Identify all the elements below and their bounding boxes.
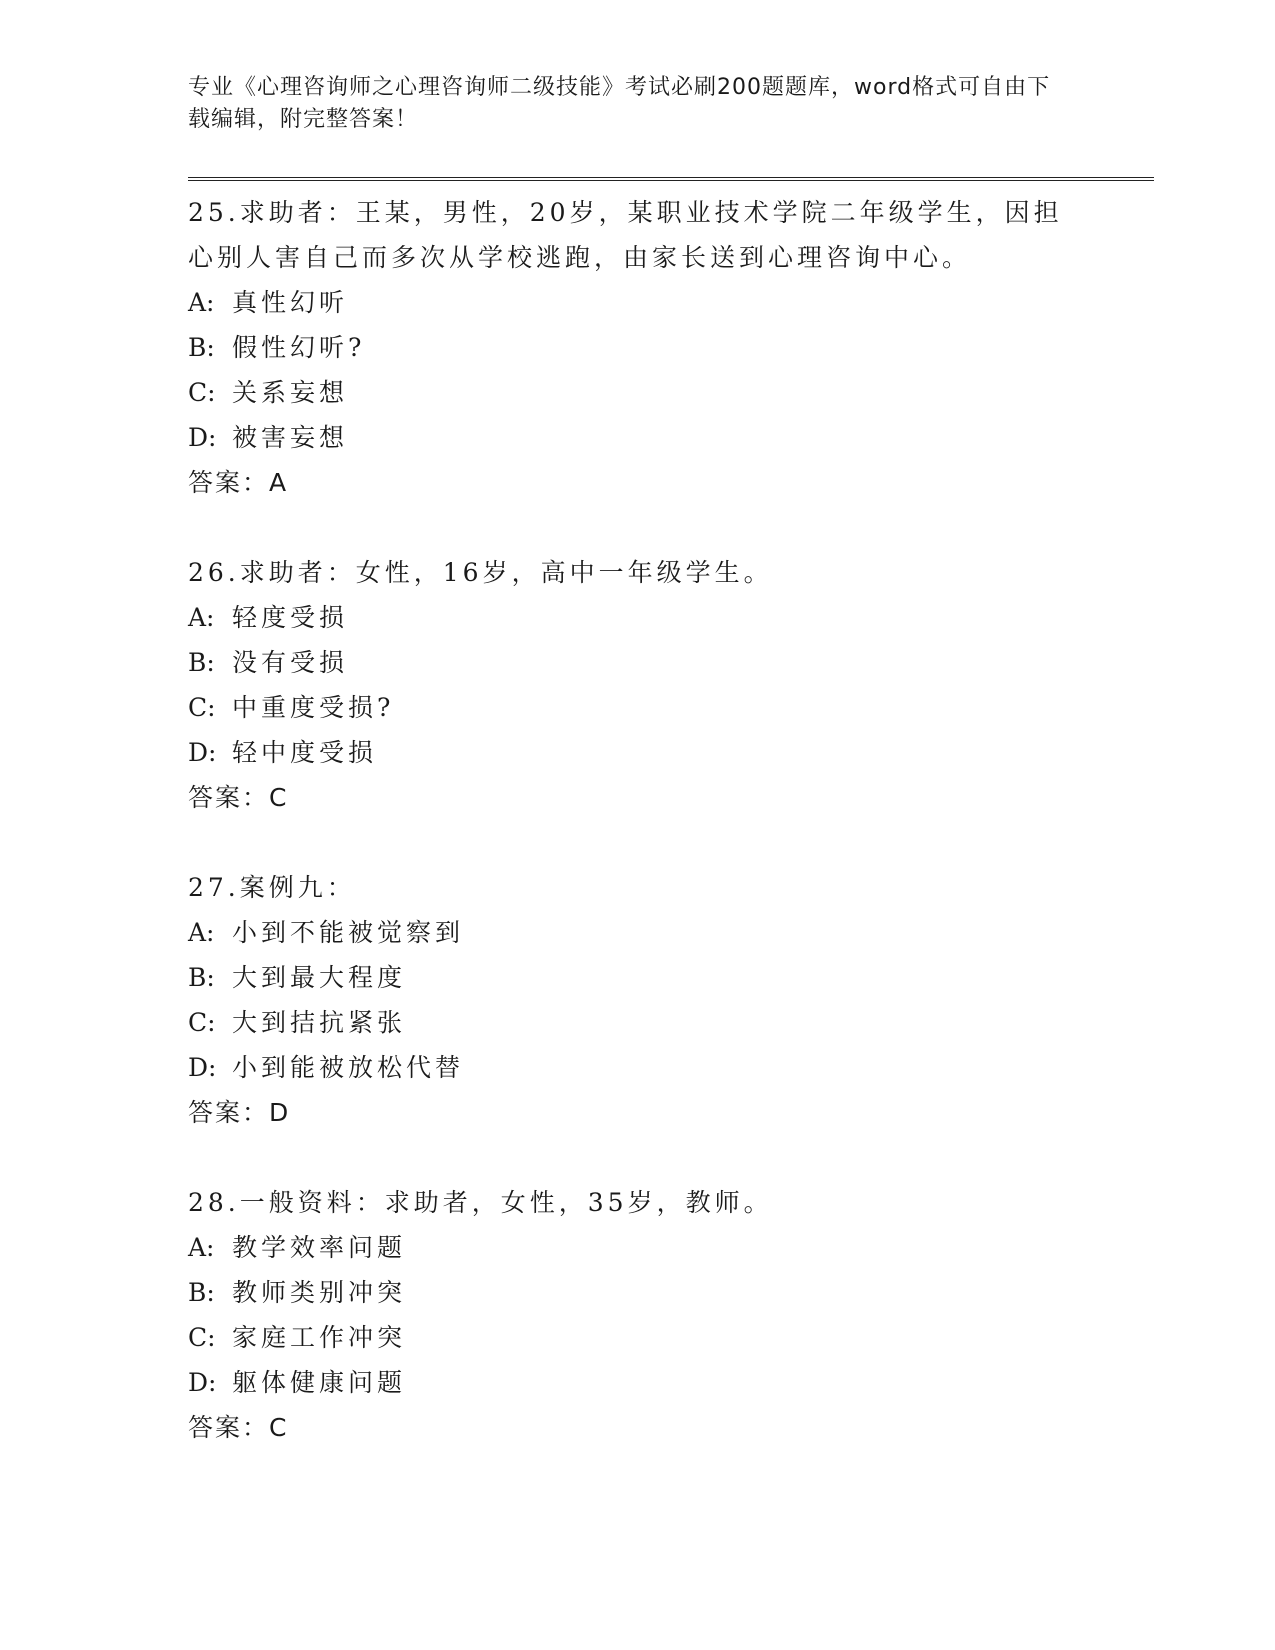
question-item: [188, 865, 1088, 1135]
question-stem: 28.一般资料：求助者，女性，35岁，教师。: [188, 1188, 773, 1217]
question-stem: 27.案例九：: [188, 873, 356, 902]
answer-line: 答案：C: [188, 783, 289, 812]
option-text: 教师类别冲突: [232, 1278, 407, 1307]
option-b: [188, 640, 1088, 685]
option-key: D:: [188, 1053, 217, 1082]
option-text: 大到拮抗紧张: [232, 1008, 407, 1037]
answer-line: 答案：D: [188, 1098, 291, 1127]
option-key: B:: [188, 648, 215, 677]
option-key: C:: [188, 378, 216, 407]
option-d: [188, 1360, 1088, 1405]
option-text: 轻度受损: [232, 603, 349, 632]
answer-line: 答案：A: [188, 468, 289, 497]
question-item: [188, 190, 1088, 505]
header-divider: [188, 177, 1154, 181]
option-key: B:: [188, 333, 215, 362]
option-text: 家庭工作冲突: [232, 1323, 407, 1352]
option-text: 假性幻听?: [232, 333, 366, 362]
option-text: 被害妄想: [232, 423, 349, 452]
option-text: 教学效率问题: [232, 1233, 407, 1262]
option-key: D:: [188, 1368, 217, 1397]
option-text: 大到最大程度: [232, 963, 407, 992]
question-item: [188, 1180, 1088, 1450]
option-b: [188, 1270, 1088, 1315]
option-c: [188, 685, 1088, 730]
question-list: [188, 190, 1088, 1495]
option-key: D:: [188, 738, 217, 767]
option-text: 轻中度受损: [232, 738, 378, 767]
option-key: C:: [188, 693, 216, 722]
option-text: 小到不能被觉察到: [232, 918, 465, 947]
option-b: [188, 955, 1088, 1000]
question-stem: 25.求助者：王某，男性，20岁，某职业技术学院二年级学生，因担心别人害自己而多次从学校逃跑，由家长送到心理咨询中心。: [188, 198, 1063, 272]
option-text: 小到能被放松代替: [232, 1053, 465, 1082]
question-item: [188, 550, 1088, 820]
option-key: D:: [188, 423, 217, 452]
option-key: A:: [188, 918, 215, 947]
option-a: [188, 280, 1088, 325]
option-key: C:: [188, 1323, 216, 1352]
option-d: [188, 415, 1088, 460]
answer-line: 答案：C: [188, 1413, 289, 1442]
option-key: C:: [188, 1008, 216, 1037]
option-c: [188, 1315, 1088, 1360]
option-d: [188, 1045, 1088, 1090]
option-key: A:: [188, 288, 215, 317]
option-c: [188, 1000, 1088, 1045]
option-a: [188, 1225, 1088, 1270]
question-stem: 26.求助者：女性，16岁，高中一年级学生。: [188, 558, 773, 587]
option-b: [188, 325, 1088, 370]
option-text: 中重度受损?: [232, 693, 395, 722]
option-text: 关系妄想: [232, 378, 349, 407]
option-a: [188, 910, 1088, 955]
option-text: 躯体健康问题: [232, 1368, 407, 1397]
option-key: A:: [188, 1233, 215, 1262]
option-text: 没有受损: [232, 648, 349, 677]
option-a: [188, 595, 1088, 640]
option-key: B:: [188, 1278, 215, 1307]
option-c: [188, 370, 1088, 415]
option-key: A:: [188, 603, 215, 632]
document-header: 专业《心理咨询师之心理咨询师二级技能》考试必刷200题题库，word格式可自由下载编辑，附完整答案！: [188, 75, 1051, 132]
option-d: [188, 730, 1088, 775]
option-text: 真性幻听: [232, 288, 349, 317]
option-key: B:: [188, 963, 215, 992]
